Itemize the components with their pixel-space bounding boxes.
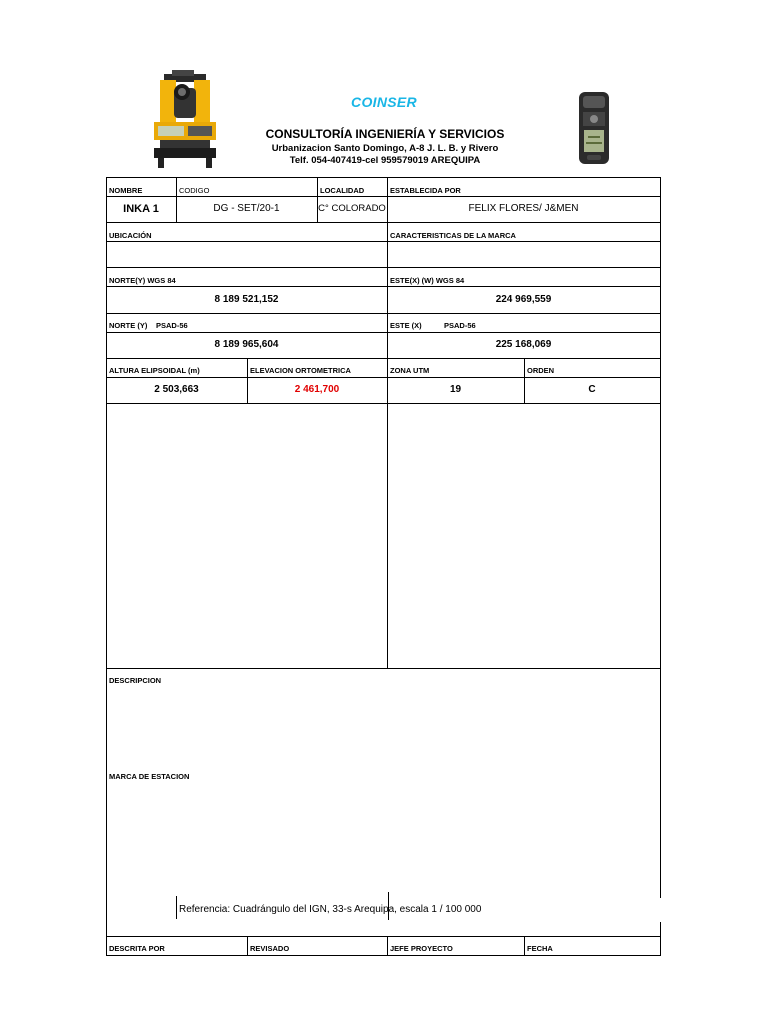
este-psad-label: ESTE (X) <box>390 321 422 330</box>
establecida-label: ESTABLECIDA POR <box>390 186 461 195</box>
codigo-label: CODIGO <box>179 186 210 195</box>
referencia-text: Referencia: Cuadrángulo del IGN, 33-s Arequipa, escala 1 / 100 000 <box>179 904 482 915</box>
este-psad-suffix: PSAD-56 <box>444 321 476 330</box>
elevacion-value: 2 461,700 <box>294 384 340 395</box>
altura-value: 2 503,663 <box>154 384 199 395</box>
marca-picture-panel <box>388 404 660 668</box>
nombre-value: INKA 1 <box>123 203 159 215</box>
localidad-value: C° COLORADO <box>318 203 386 214</box>
ubicacion-label: UBICACIÓN <box>109 231 152 240</box>
norte-psad-value: 8 189 965,604 <box>214 339 279 350</box>
jefe-label: JEFE PROYECTO <box>390 944 453 953</box>
este-psad-value: 225 168,069 <box>495 339 552 350</box>
ubicacion-picture-panel <box>107 404 387 668</box>
este-wgs-label: ESTE(X) (W) WGS 84 <box>390 276 465 285</box>
zona-label: ZONA UTM <box>390 366 430 375</box>
zona-value: 19 <box>449 384 462 395</box>
nombre-label: NOMBRE <box>109 186 143 195</box>
caracteristicas-label: CARACTERISTICAS DE LA MARCA <box>390 231 516 240</box>
codigo-value: DG - SET/20-1 <box>213 203 280 214</box>
company-name: CONSULTORÍA INGENIERÍA Y SERVICIOS <box>265 127 505 141</box>
marca-estacion-label: MARCA DE ESTACION <box>109 772 190 781</box>
revisado-label: REVISADO <box>250 944 290 953</box>
establecida-value: FELIX FLORES/ J&MEN <box>468 203 579 214</box>
norte-psad-suffix: PSAD-56 <box>156 321 188 330</box>
localidad-label: LOCALIDAD <box>320 186 365 195</box>
descripcion-label: DESCRIPCION <box>109 676 162 685</box>
altura-label: ALTURA ELIPSOIDAL (m) <box>109 366 200 375</box>
company-phone: Telf. 054-407419-cel 959579019 AREQUIPA <box>289 155 481 166</box>
fecha-label: FECHA <box>527 944 553 953</box>
este-wgs-value: 224 969,559 <box>495 294 552 305</box>
descrita-label: DESCRITA POR <box>109 944 165 953</box>
brand-name: COINSER <box>351 94 417 110</box>
norte-wgs-label: NORTE(Y) WGS 84 <box>109 276 176 285</box>
orden-value: C <box>588 384 596 395</box>
norte-wgs-value: 8 189 521,152 <box>214 294 279 305</box>
orden-label: ORDEN <box>527 366 555 375</box>
company-address: Urbanizacion Santo Domingo, A-8 J. L. B. y Rivero <box>271 143 499 154</box>
norte-psad-label: NORTE (Y) <box>109 321 148 330</box>
elevacion-label: ELEVACION ORTOMETRICA <box>250 366 351 375</box>
